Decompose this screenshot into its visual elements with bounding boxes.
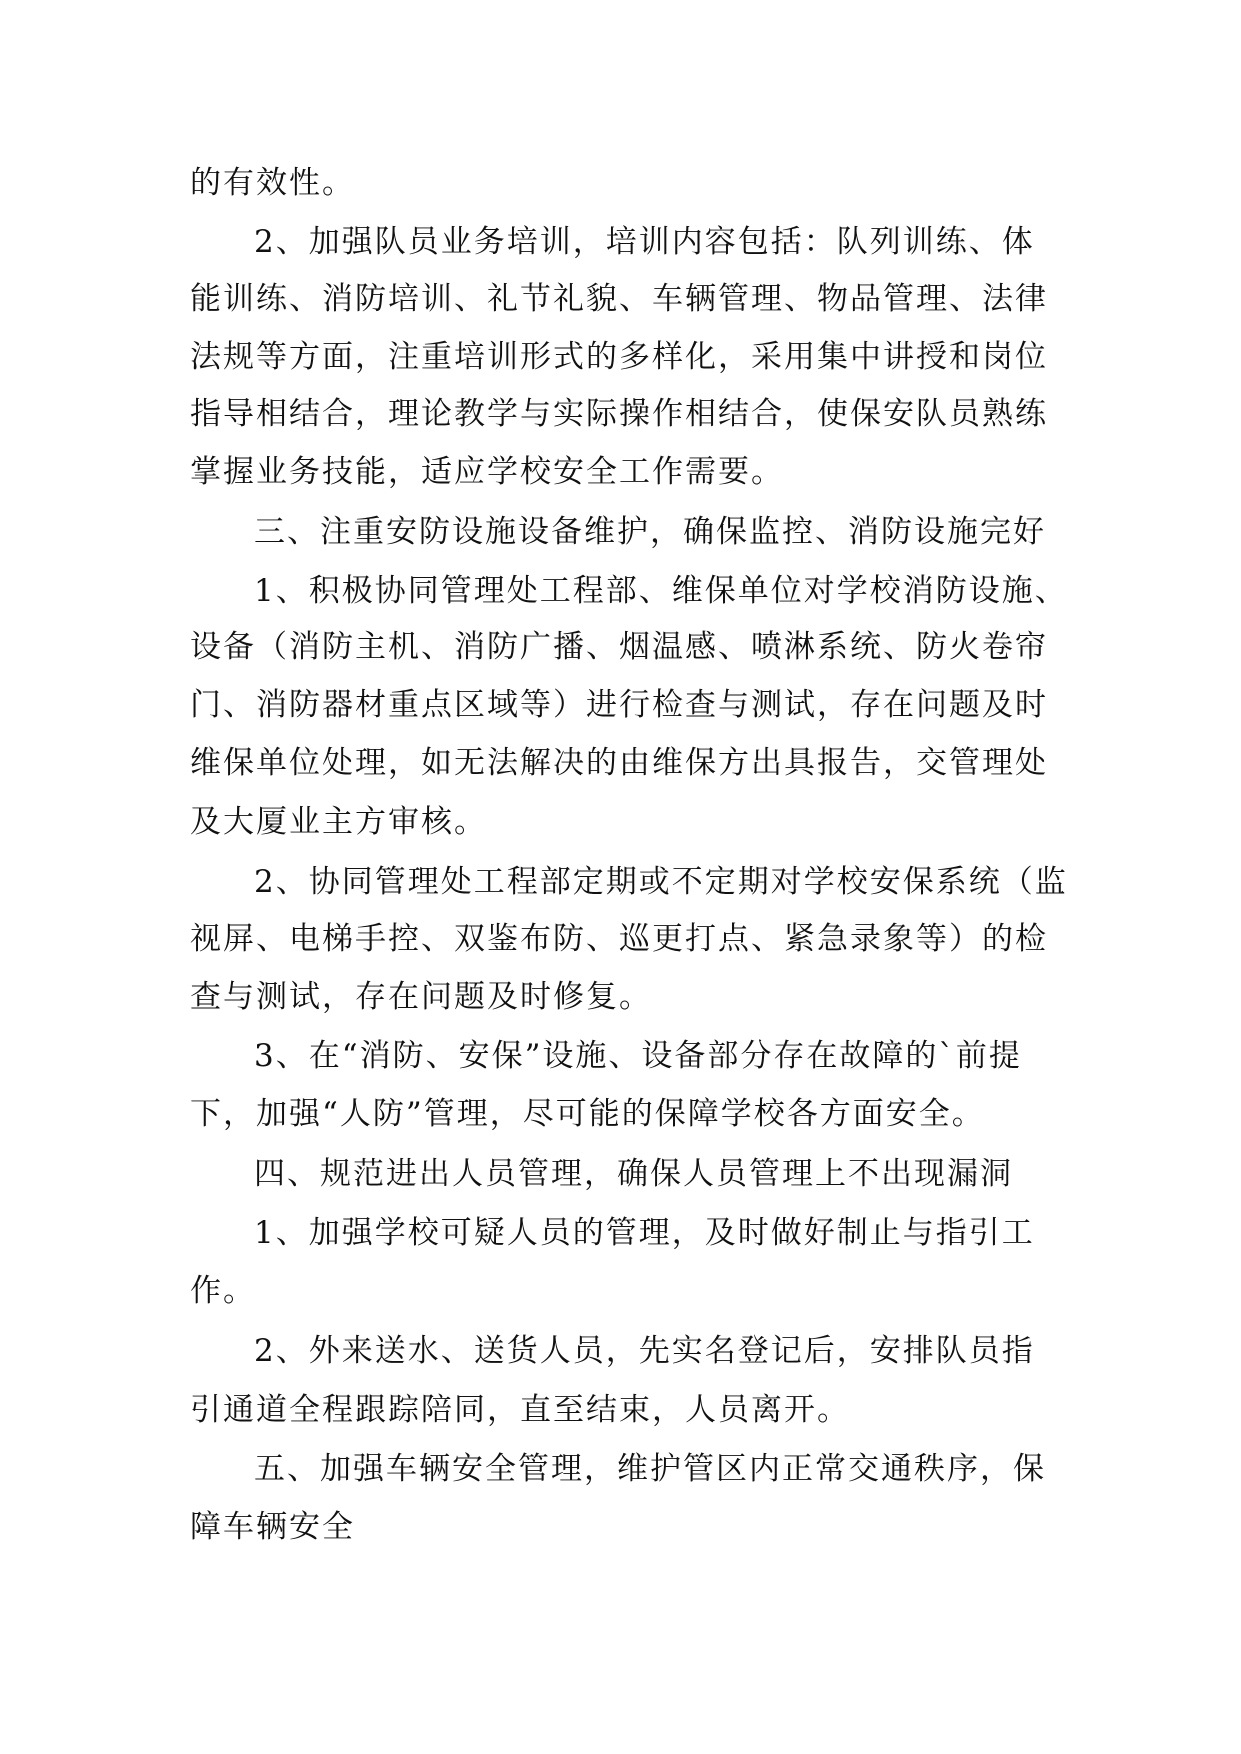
- paragraph-line: 视屏、电梯手控、双鉴布防、巡更打点、紧急录象等）的检: [190, 921, 1048, 957]
- section-heading: 三、注重安防设施设备维护，确保监控、消防设施完好: [254, 514, 1046, 550]
- paragraph-line: 1、积极协同管理处工程部、维保单位对学校消防设施、: [254, 573, 1068, 609]
- paragraph-line: 掌握业务技能，适应学校安全工作需要。: [190, 454, 784, 490]
- paragraph-line: 维保单位处理，如无法解决的由维保方出具报告，交管理处: [190, 745, 1048, 781]
- paragraph-line: 指导相结合，理论教学与实际操作相结合，使保安队员熟练: [190, 396, 1048, 432]
- paragraph-line: 门、消防器材重点区域等）进行检查与测试，存在问题及时: [190, 687, 1048, 723]
- paragraph-line: 2、加强队员业务培训，培训内容包括：队列训练、体: [254, 224, 1035, 260]
- paragraph-line: 引通道全程跟踪陪同，直至结束，人员离开。: [190, 1392, 850, 1428]
- section-heading: 障车辆安全: [190, 1509, 355, 1545]
- paragraph-line: 2、协同管理处工程部定期或不定期对学校安保系统（监: [254, 864, 1068, 900]
- paragraph-line: 下，加强“人防”管理，尽可能的保障学校各方面安全。: [190, 1096, 985, 1132]
- paragraph-line: 3、在“消防、安保”设施、设备部分存在故障的`前提: [254, 1038, 1022, 1074]
- paragraph-line: 法规等方面，注重培训形式的多样化，采用集中讲授和岗位: [190, 339, 1048, 375]
- paragraph-line: 的有效性。: [190, 165, 355, 201]
- paragraph-line: 1、加强学校可疑人员的管理，及时做好制止与指引工: [254, 1215, 1035, 1251]
- paragraph-line: 能训练、消防培训、礼节礼貌、车辆管理、物品管理、法律: [190, 281, 1048, 317]
- paragraph-line: 作。: [190, 1273, 256, 1309]
- section-heading: 五、加强车辆安全管理，维护管区内正常交通秩序，保: [254, 1451, 1046, 1487]
- paragraph-line: 设备（消防主机、消防广播、烟温感、喷淋系统、防火卷帘: [190, 629, 1048, 665]
- paragraph-line: 查与测试，存在问题及时修复。: [190, 979, 652, 1015]
- paragraph-line: 2、外来送水、送货人员，先实名登记后，安排队员指: [254, 1333, 1035, 1369]
- section-heading: 四、规范进出人员管理，确保人员管理上不出现漏洞: [254, 1156, 1013, 1192]
- paragraph-line: 及大厦业主方审核。: [190, 804, 487, 840]
